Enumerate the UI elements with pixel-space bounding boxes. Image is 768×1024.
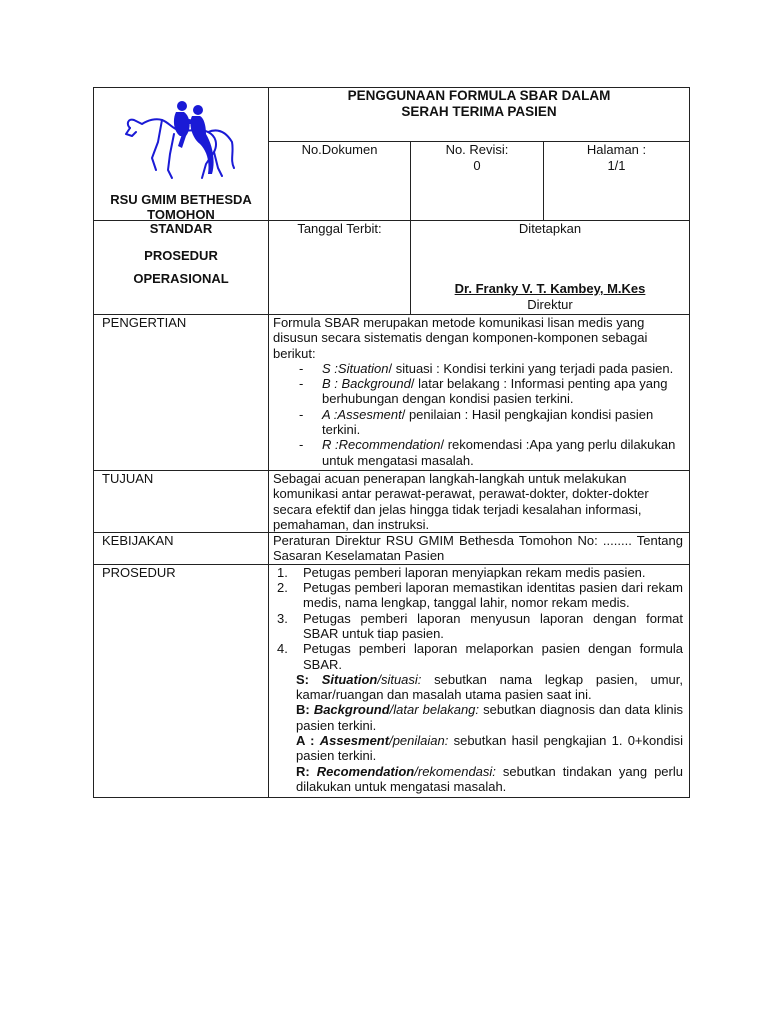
prosedur-label: PROSEDUR (94, 564, 269, 797)
list-item: 2. Petugas pemberi laporan memastikan identitas pasien dari rekam medis, nama lengkap, tanggal lahir, nomor rekam medis. (277, 580, 683, 611)
sbar-item-b: B: Background/latar belakang: sebutkan diagnosis dan data klinis pasien terkini. (296, 702, 683, 733)
hospital-name-line1: RSU GMIM BETHESDA (110, 192, 252, 207)
sop-table (93, 87, 690, 798)
ditetapkan (411, 221, 689, 314)
document-title (269, 88, 690, 142)
tujuan-label: TUJUAN (94, 470, 269, 532)
sop-line3: OPERASIONAL (133, 271, 229, 286)
signer-name: Dr. Franky V. T. Kambey, M.Kes (454, 281, 646, 296)
horse-rider-logo (122, 98, 240, 184)
halaman-label: Halaman : (586, 142, 647, 157)
tanggal-terbit (269, 221, 411, 314)
ditetapkan-label: Ditetapkan (518, 221, 582, 236)
sop-line2: PROSEDUR (144, 248, 218, 263)
hospital-name (94, 192, 268, 222)
list-item: - R :Recommendation/ rekomendasi :Apa yang perlu dilakukan untuk mengatasi masalah. (299, 437, 676, 468)
kebijakan-text: Peraturan Direktur RSU GMIM Bethesda Tomohon No: ........ Tentang Sasaran Keselamatan Pasien (269, 533, 690, 565)
signer-role: Direktur (527, 297, 573, 312)
prosedur-content (269, 564, 690, 797)
list-item: - A :Assesment/ penilaian : Hasil pengkajian kondisi pasien terkini. (299, 406, 654, 438)
list-item: - S :Situation/ situasi : Kondisi terkini yang terjadi pada pasien. (299, 360, 674, 376)
sop-line1: STANDAR (149, 221, 213, 236)
sbar-item-a: A : Assesment/penilaian: sebutkan hasil pengkajian 1. 0+kondisi pasien terkini. (296, 733, 683, 764)
list-item: 4. Petugas pemberi laporan melaporkan pasien dengan formula SBAR. (277, 641, 683, 672)
pengertian-content (269, 315, 690, 471)
sop-document (93, 87, 690, 798)
hospital-name-line2: TOMOHON (147, 207, 215, 222)
no-revisi-label: No. Revisi: (445, 142, 509, 157)
sop-label-cell (94, 221, 269, 315)
tujuan-text: Sebagai acuan penerapan langkah-langkah untuk melakukan komunikasi antar perawat-perawat, perawat-dokter, dokter-dokter secara efektif dan jelas hingga tidak terjadi kesalahan informasi, pemahaman, dan instruksi. (269, 470, 690, 532)
sbar-definition-list (273, 361, 683, 468)
no-revisi (411, 142, 544, 220)
list-item: 1. Petugas pemberi laporan menyiapkan rekam medis pasien. (277, 564, 646, 580)
halaman (544, 142, 689, 220)
title-line1: PENGGUNAAN FORMULA SBAR DALAM (347, 88, 611, 103)
prosedur-steps (273, 565, 683, 672)
sbar-item-r: R: Recomendation/rekomendasi: sebutkan tindakan yang perlu dilakukan untuk mengatasi masalah. (296, 763, 683, 794)
tanggal-terbit-label: Tanggal Terbit: (297, 221, 382, 236)
list-item: 3. Petugas pemberi laporan menyusun laporan dengan format SBAR untuk tiap pasien. (277, 610, 683, 641)
kebijakan-label: KEBIJAKAN (94, 533, 269, 565)
no-dokumen-label: No.Dokumen (301, 142, 378, 157)
title-line2: SERAH TERIMA PASIEN (401, 104, 557, 119)
meta-cell (269, 142, 690, 221)
pengertian-label: PENGERTIAN (94, 315, 269, 471)
logo-cell (94, 88, 269, 221)
tanggal-cell (269, 221, 690, 315)
sbar-detail (273, 672, 683, 794)
halaman-value: 1/1 (607, 158, 626, 173)
pengertian-intro: Formula SBAR merupakan metode komunikasi lisan medis yang disusun secara sistematis dengan komponen-komponen sebagai berikut: (273, 315, 648, 361)
no-dokumen (269, 142, 411, 220)
no-revisi-value: 0 (473, 158, 481, 173)
list-item: - B : Background/ latar belakang : Informasi penting apa yang berhubungan dengan kondisi pasien terkini. (299, 376, 668, 407)
sbar-item-s: S: Situation/situasi: sebutkan nama legkap pasien, umur, kamar/ruangan dan masalah utama pasien saat ini. (296, 671, 683, 703)
